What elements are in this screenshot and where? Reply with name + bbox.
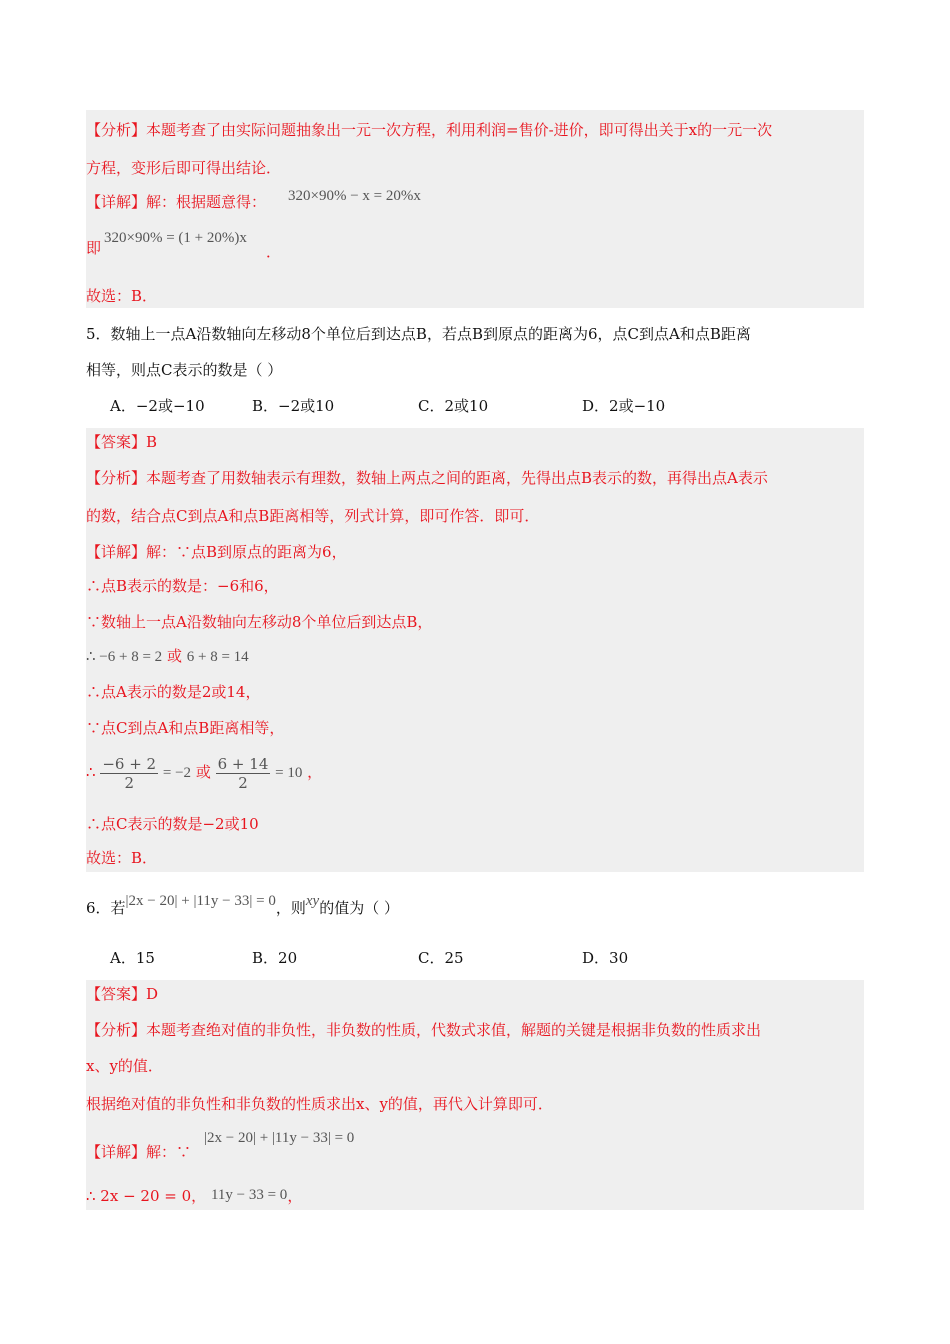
q6-option-a-label: A．: [110, 949, 136, 967]
q6-stem-middle: ，则: [275, 899, 306, 917]
q5-option-b-label: B．: [252, 397, 279, 415]
q6-option-b-label: B．: [252, 949, 279, 967]
q5-stem-line-2: 相等，则点C表示的数是（ ）: [86, 361, 283, 379]
q6-analysis-line-1: 【分析】本题考查绝对值的非负性，非负数的性质，代数式求值，解题的关键是根据非负数的性质求出: [86, 1021, 762, 1039]
q4-detail-equation-1: 320×90% − x = 20%x: [288, 188, 421, 204]
q5-analysis-line-2: 的数，结合点C到点A和点B距离相等，列式计算，即可作答．即可．: [86, 507, 540, 525]
q5-option-a-label: A．: [110, 397, 136, 415]
q5-fraction-1-numerator: −6 + 2: [102, 754, 157, 773]
q6-stem-prefix: 6．若: [86, 899, 126, 917]
q6-option-b: [252, 948, 297, 968]
q4-solution-block: [86, 110, 864, 308]
q6-detail-equation: |2x − 20| + |11y − 33| = 0: [204, 1130, 355, 1146]
q5-option-d-label: D．: [582, 397, 610, 415]
q5-detail-eq-b: 6 + 8 = 14: [186, 649, 249, 665]
q4-analysis-line-1: 【分析】本题考查了由实际问题抽象出一元一次方程，利用利润=售价-进价，即可得出关于x的一元一次: [86, 121, 773, 139]
q5-stem-line-1: 5．数轴上一点A沿数轴向左移动8个单位后到达点B，若点B到原点的距离为6，点C到点A和点B距离: [86, 325, 751, 343]
q4-choose: 故选：B．: [86, 287, 158, 305]
q6-stem-xy: xy: [305, 893, 320, 909]
q6-stem-end: 的值为（ ）: [319, 899, 399, 917]
q6-last-line: [86, 1186, 302, 1207]
q5-detail-line-8: ∴点C表示的数是−2或10: [86, 815, 259, 833]
q5-option-a-value: −2或−10: [135, 397, 205, 415]
q5-detail-eq-a: ∴ −6 + 8 = 2: [86, 649, 163, 665]
q5-solution-block: [86, 428, 864, 872]
q6-option-b-value: 20: [278, 949, 298, 967]
q6-answer: 【答案】D: [86, 985, 159, 1003]
q6-option-c-value: 25: [444, 949, 464, 967]
q5-detail-line-1: 【详解】解：∵点B到原点的距离为6，: [86, 543, 347, 561]
q5-fraction-1-result: = −2: [162, 765, 192, 781]
q5-option-d-value: 2或−10: [609, 397, 666, 415]
q6-option-a: [110, 948, 155, 968]
q6-option-d-value: 30: [609, 949, 629, 967]
q5-detail-line-7: [86, 752, 322, 793]
q5-fraction-2-numerator: 6 + 14: [217, 754, 269, 773]
q6-option-d: [582, 948, 628, 968]
q6-analysis-line-3: 根据绝对值的非负性和非负数的性质求出x、y的值，再代入计算即可．: [86, 1095, 553, 1113]
q6-last-prefix: ∴ 2x − 20 = 0，: [86, 1187, 207, 1205]
q5-detail-line-2: ∴点B表示的数是：−6和6，: [86, 577, 279, 595]
q5-fraction-or: 或: [195, 763, 211, 781]
q5-fraction-1-denominator: 2: [124, 773, 134, 792]
q5-fraction-1: [100, 755, 158, 792]
q5-answer: 【答案】B: [86, 433, 158, 451]
q4-detail-equation-2: 320×90% = (1 + 20%)x: [104, 230, 247, 246]
q6-option-a-value: 15: [135, 949, 155, 967]
q5-option-c: [418, 396, 488, 416]
q5-fraction-2-result: = 10: [275, 765, 303, 781]
q5-detail-line-6: ∵点C到点A和点B距离相等，: [86, 719, 285, 737]
q5-detail-or: 或: [166, 647, 182, 665]
q5-fraction-2-denominator: 2: [238, 773, 248, 792]
q6-detail-label: 【详解】解：∵: [86, 1143, 192, 1161]
q5-option-b: [252, 396, 334, 416]
q5-therefore: ∴: [86, 763, 96, 781]
q5-option-a: [110, 396, 205, 416]
q6-stem: [86, 893, 399, 919]
q5-detail-line-5: ∴点A表示的数是2或14，: [86, 683, 261, 701]
q5-detail-line-3: ∵数轴上一点A沿数轴向左移动8个单位后到达点B，: [86, 613, 433, 631]
q6-analysis-line-2: x、y的值．: [86, 1057, 163, 1075]
q5-option-c-label: C．: [418, 397, 445, 415]
q6-option-c: [418, 948, 464, 968]
q6-option-d-label: D．: [582, 949, 610, 967]
q5-detail-line-4: [86, 646, 249, 667]
q4-detail-label: 【详解】解：根据题意得：: [86, 193, 267, 211]
q4-dot: ．: [266, 243, 282, 261]
q4-ji: 即: [86, 239, 102, 257]
q5-option-c-value: 2或10: [444, 397, 489, 415]
q6-last-equation: 11y − 33 = 0: [210, 1187, 288, 1203]
q6-stem-equation: |2x − 20| + |11y − 33| = 0: [125, 893, 276, 909]
q5-option-d: [582, 396, 665, 416]
q6-option-c-label: C．: [418, 949, 445, 967]
q6-last-comma: ，: [287, 1187, 303, 1205]
q6-solution-block: [86, 980, 864, 1210]
q5-option-b-value: −2或10: [278, 397, 335, 415]
q5-fraction-2: [216, 755, 271, 792]
q5-fraction-comma: ，: [307, 763, 323, 781]
q4-analysis-line-2: 方程，变形后即可得出结论．: [86, 159, 282, 177]
q5-choose: 故选：B．: [86, 849, 158, 867]
q5-analysis-line-1: 【分析】本题考查了用数轴表示有理数，数轴上两点之间的距离，先得出点B表示的数，再得出点A表示: [86, 469, 768, 487]
